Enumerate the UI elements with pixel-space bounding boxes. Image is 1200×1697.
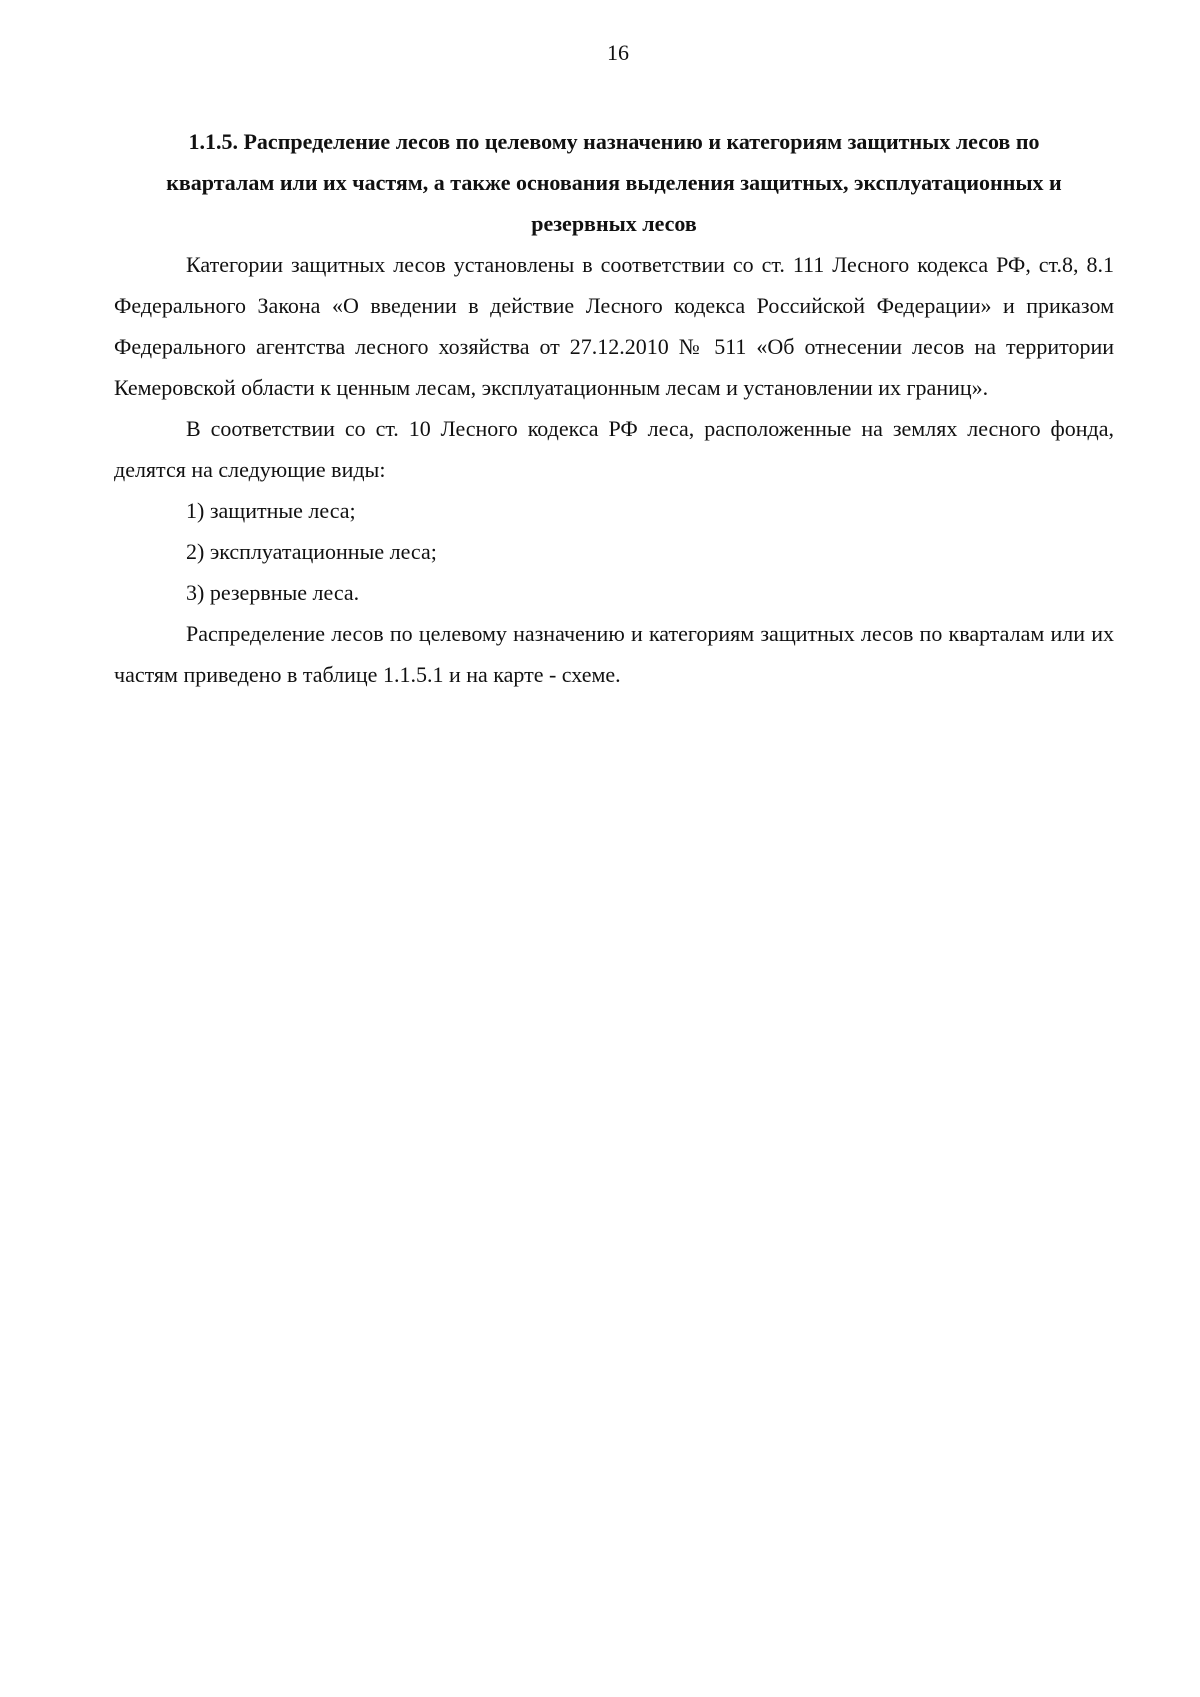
paragraph-forest-types-intro: В соответствии со ст. 10 Лесного кодекса РФ леса, расположенные на землях лесного фонда, делятся на следующие виды:: [114, 416, 1114, 482]
list-item-reserve: 3) резервные леса.: [186, 580, 360, 605]
page-content: [114, 121, 1114, 695]
list-item-protective: 1) защитные леса;: [186, 498, 356, 523]
section-heading: [114, 121, 1114, 244]
section-heading-line-1: 1.1.5. Распределение лесов по целевому назначению и категориям защитных лесов по: [188, 129, 1040, 154]
paragraph-distribution-reference: Распределение лесов по целевому назначению и категориям защитных лесов по кварталам или их частям приведено в таблице 1.1.5.1 и на карте - схеме.: [114, 621, 1114, 687]
section-heading-line-3: резервных лесов: [531, 211, 697, 236]
list-item-operational: 2) эксплуатационные леса;: [186, 539, 437, 564]
section-heading-line-2: кварталам или их частям, а также основания выделения защитных, эксплуатационных и: [166, 170, 1062, 195]
paragraph-protective-forest-categories: Категории защитных лесов установлены в соответствии со ст. 111 Лесного кодекса РФ, ст.8, 8.1 Федерального Закона «О введении в действие Лесного кодекса Российской Федерации» и приказом Федерального агентства лесного хозяйства от 27.12.2010 № 511 «Об отнесении лесов на территории Кемеровской области к ценным лесам, эксплуатационным лесам и установлении их границ».: [114, 252, 1114, 400]
page-number: 16: [607, 40, 629, 65]
